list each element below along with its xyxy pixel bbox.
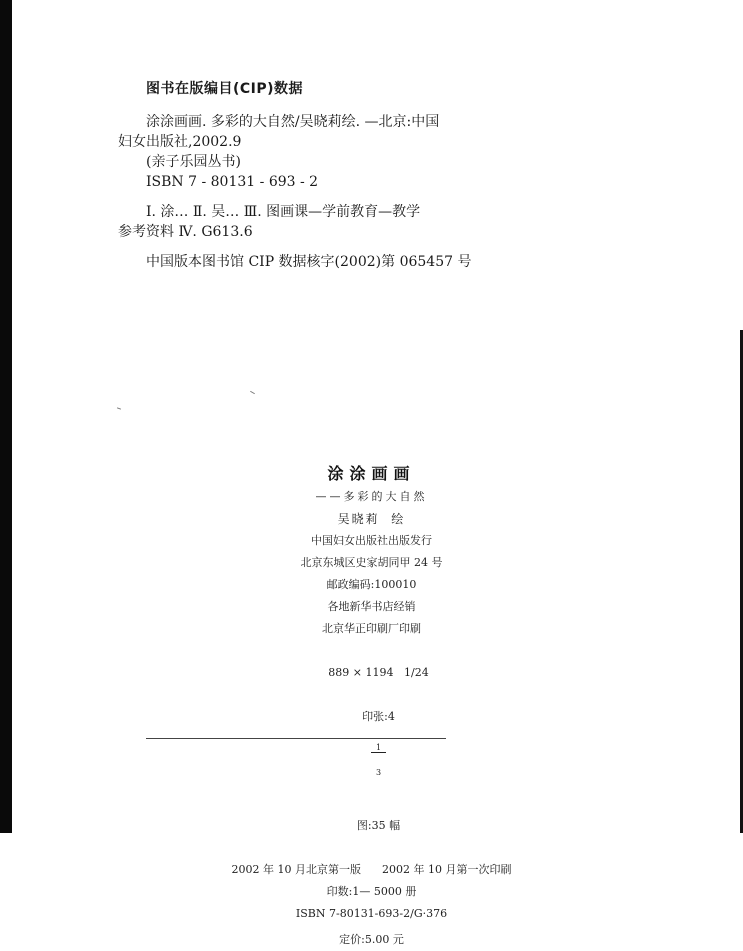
cip-isbn-line: ISBN 7 - 80131 - 693 - 2 (146, 174, 319, 190)
cip-subject-line: Ⅰ. 涂… Ⅱ. 吴… Ⅲ. 图画课—学前教育—教学 (146, 204, 421, 220)
publisher-line: 中国妇女出版社出版发行 (311, 534, 432, 547)
book-title: 涂涂画画 (327, 464, 416, 483)
format-spec: 889 × 1194 1/24 (328, 666, 429, 679)
distributor-line: 各地新华书店经销 (327, 600, 416, 613)
book-subtitle: ——多彩的大自然 (315, 490, 428, 503)
cip-title-line: 涂涂画画. 多彩的大自然/吴晓莉绘. —北京:中国 (146, 114, 440, 130)
figures-count: 图:35 幅 (356, 819, 401, 832)
cip-record-number: 中国版本图书馆 CIP 数据核字(2002)第 065457 号 (146, 254, 472, 270)
printer-line: 北京华正印刷厂印刷 (322, 622, 421, 635)
sheets-denominator: 3 (375, 768, 382, 777)
address-line: 北京东城区史家胡同甲 24 号 (300, 556, 443, 569)
print-run-line: 印数:1— 5000 册 (326, 885, 417, 898)
cip-heading: 图书在版编目(CIP)数据 (146, 81, 304, 97)
divider-rule (146, 738, 446, 739)
sheets-numerator: 1 (371, 744, 386, 753)
cip-series-line: (亲子乐园丛书) (146, 154, 241, 170)
sheets-prefix: 印张:4 (362, 710, 395, 723)
cip-data-block (118, 78, 538, 272)
cip-publisher-line: 妇女出版社,2002.9 (118, 134, 242, 150)
scan-speck (250, 391, 255, 394)
spec-line (0, 640, 743, 859)
book-author: 吴晓莉 绘 (337, 512, 406, 526)
edition-line: 2002 年 10 月北京第一版 2002 年 10 月第一次印刷 (231, 863, 512, 876)
isbn-line: ISBN 7-80131-693-2/G·376 (295, 907, 448, 920)
postcode-line: 邮政编码:100010 (326, 578, 417, 591)
cip-subject-line-cont: 参考资料 Ⅳ. G613.6 (118, 224, 253, 240)
imprint-block (0, 462, 743, 951)
price-line: 定价:5.00 元 (339, 933, 404, 946)
scan-speck (117, 407, 121, 409)
